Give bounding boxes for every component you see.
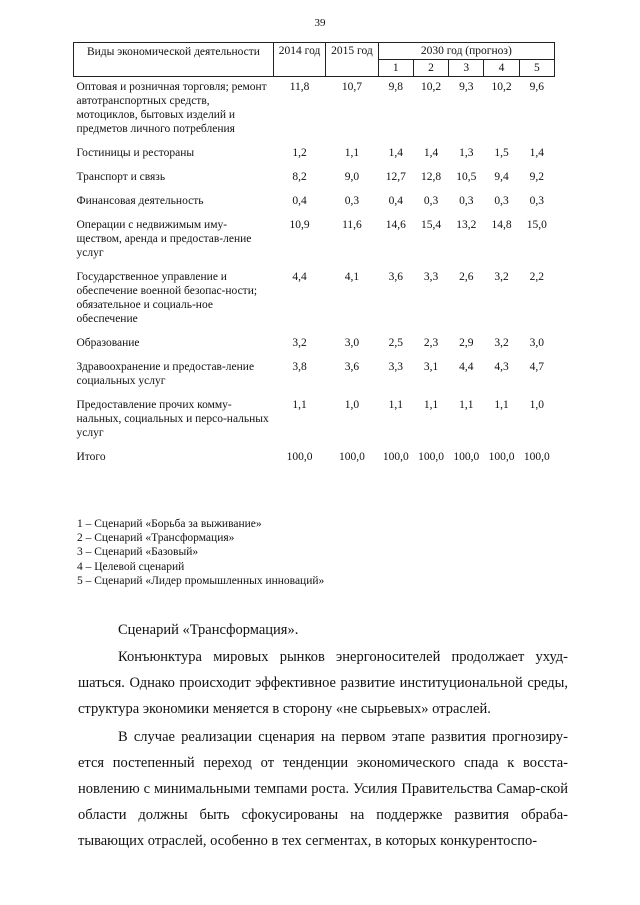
value-2015: 11,6 — [342, 219, 362, 231]
value-scenario-1: 1,1 — [388, 399, 403, 411]
value-2015: 1,0 — [344, 399, 360, 411]
value-scenario-2: 1,1 — [423, 399, 439, 411]
row-label: Здравоохранение и предостав-ление социальных услуг — [76, 361, 255, 387]
value-scenario-5: 1,0 — [529, 399, 545, 411]
legend-item: 5 – Сценарий «Лидер промышленных инноваций» — [77, 574, 325, 587]
value-scenario-3: 1,3 — [459, 147, 474, 159]
row-label: Оптовая и розничная торговля; ремонт автотранспортных средств, мотоциклов, бытовых изделий и предметов личного потребления — [76, 81, 267, 135]
value-scenario-1: 100,0 — [382, 451, 409, 463]
scenario-number-header: 3 — [449, 60, 484, 77]
value-scenario-1: 14,6 — [385, 219, 406, 231]
value-2015: 10,7 — [341, 81, 362, 93]
header-2030: 2030 год (прогноз) — [378, 43, 554, 60]
scenario-legend — [77, 517, 324, 588]
value-scenario-2: 3,1 — [423, 361, 439, 373]
value-scenario-5: 9,6 — [529, 81, 545, 93]
section-heading: Сценарий «Трансформация». — [118, 622, 299, 638]
value-2014: 10,9 — [289, 219, 310, 231]
value-scenario-1: 3,3 — [388, 361, 403, 373]
value-scenario-4: 10,2 — [491, 81, 512, 93]
value-2014: 11,8 — [289, 81, 310, 93]
row-label: Государственное управление и обеспечение военной безопас-ности; обязательное и социаль-ное обеспечение — [76, 271, 258, 325]
value-scenario-5: 2,2 — [529, 271, 545, 283]
value-scenario-2: 3,3 — [423, 271, 439, 283]
value-scenario-2: 12,8 — [420, 171, 442, 183]
legend-item: 2 – Сценарий «Трансформация» — [77, 532, 235, 545]
value-2014: 8,2 — [292, 171, 307, 183]
value-scenario-5: 0,3 — [529, 195, 545, 207]
value-2015: 3,6 — [344, 361, 360, 373]
value-scenario-3: 4,4 — [459, 361, 474, 373]
value-2014: 4,4 — [292, 271, 307, 283]
row-label: Транспорт и связь — [76, 171, 166, 183]
value-2014: 3,8 — [292, 361, 307, 373]
value-scenario-5: 1,4 — [529, 147, 545, 159]
header-activity: Виды экономической деятельности — [74, 43, 274, 77]
sector-structure-table — [73, 42, 555, 473]
legend-item: 4 – Целевой сценарий — [77, 560, 185, 573]
value-2014: 3,2 — [292, 337, 307, 349]
scenario-number-header: 4 — [484, 60, 519, 77]
row-label: Операции с недвижимым иму-ществом, аренда и предостав-ление услуг — [76, 219, 252, 259]
value-scenario-1: 2,5 — [388, 337, 403, 349]
value-scenario-4: 1,5 — [494, 147, 509, 159]
value-scenario-4: 100,0 — [488, 451, 515, 463]
scenario-number-header: 1 — [378, 60, 413, 77]
value-2015: 4,1 — [344, 271, 360, 283]
table-row — [74, 397, 555, 449]
value-2015: 1,1 — [344, 147, 360, 159]
value-2014: 100,0 — [286, 451, 313, 463]
value-scenario-4: 0,3 — [494, 195, 509, 207]
value-scenario-3: 0,3 — [459, 195, 474, 207]
paragraph-2: В случае реализации сценария на первом этапе развития прогнозиру-ется постепенный переход от тенденции экономического спада к восста-новлению с минимальными темпами роста. Усилия Правительства Самар-ской области должны быть сфокусированы на поддержке развития обраба-тывающих отраслей, особенно в тех сегментах, в которых конкурентоспо- — [78, 729, 568, 849]
header-2014: 2014 год — [273, 43, 325, 77]
value-scenario-3: 13,2 — [456, 219, 477, 231]
table-row — [74, 335, 555, 359]
table-row — [74, 269, 555, 335]
legend-item: 3 – Сценарий «Базовый» — [77, 546, 199, 559]
value-2015: 9,0 — [344, 171, 360, 183]
row-label: Гостиницы и рестораны — [76, 147, 195, 159]
value-scenario-3: 100,0 — [453, 451, 480, 463]
row-label: Итого — [76, 451, 106, 463]
value-scenario-5: 100,0 — [523, 451, 550, 463]
table-row — [74, 145, 555, 169]
value-scenario-4: 3,2 — [494, 271, 509, 283]
value-scenario-4: 9,4 — [494, 171, 509, 183]
row-label: Предоставление прочих комму-нальных, социальных и персо-нальных услуг — [76, 399, 269, 439]
header-2015: 2015 год — [326, 43, 378, 77]
value-scenario-2: 1,4 — [423, 147, 439, 159]
value-scenario-2: 15,4 — [420, 219, 442, 231]
value-scenario-3: 10,5 — [456, 171, 477, 183]
value-scenario-4: 4,3 — [494, 361, 509, 373]
value-scenario-1: 12,7 — [385, 171, 406, 183]
table-row — [74, 77, 555, 146]
value-scenario-1: 1,4 — [388, 147, 403, 159]
value-scenario-5: 15,0 — [526, 219, 547, 231]
value-scenario-2: 10,2 — [420, 81, 442, 93]
value-2014: 1,1 — [292, 399, 307, 411]
value-2015: 3,0 — [344, 337, 360, 349]
value-scenario-2: 2,3 — [423, 337, 439, 349]
value-scenario-2: 0,3 — [423, 195, 439, 207]
value-scenario-4: 3,2 — [494, 337, 509, 349]
value-scenario-3: 2,6 — [459, 271, 474, 283]
value-scenario-1: 0,4 — [388, 195, 403, 207]
paragraph-1: Конъюнктура мировых рынков энергоносителей продолжает ухуд-шаться. Однако происходит эффективное развитие институциональной среды, структура экономики меняется в сторону «не сырьевых» отраслей. — [78, 649, 568, 717]
value-scenario-5: 3,0 — [529, 337, 545, 349]
value-2014: 1,2 — [292, 147, 307, 159]
value-scenario-3: 2,9 — [459, 337, 474, 349]
value-scenario-4: 14,8 — [491, 219, 512, 231]
table-row — [74, 193, 555, 217]
value-scenario-2: 100,0 — [418, 451, 444, 463]
value-scenario-5: 4,7 — [529, 361, 545, 373]
value-scenario-1: 3,6 — [388, 271, 403, 283]
scenario-number-header: 2 — [413, 60, 448, 77]
scenario-number-header: 5 — [519, 60, 554, 77]
row-label: Финансовая деятельность — [76, 195, 204, 207]
table-row — [74, 169, 555, 193]
page-number: 39 — [314, 17, 326, 29]
value-scenario-4: 1,1 — [494, 399, 509, 411]
row-label: Образование — [76, 337, 140, 349]
value-scenario-5: 9,2 — [529, 171, 545, 183]
value-scenario-3: 1,1 — [459, 399, 474, 411]
value-2015: 0,3 — [344, 195, 360, 207]
value-scenario-3: 9,3 — [459, 81, 474, 93]
table-row — [74, 217, 555, 269]
table-row — [74, 449, 555, 473]
value-2014: 0,4 — [292, 195, 307, 207]
value-2015: 100,0 — [339, 451, 365, 463]
legend-item: 1 – Сценарий «Борьба за выживание» — [77, 518, 262, 530]
value-scenario-1: 9,8 — [388, 81, 403, 93]
table-row — [74, 359, 555, 397]
